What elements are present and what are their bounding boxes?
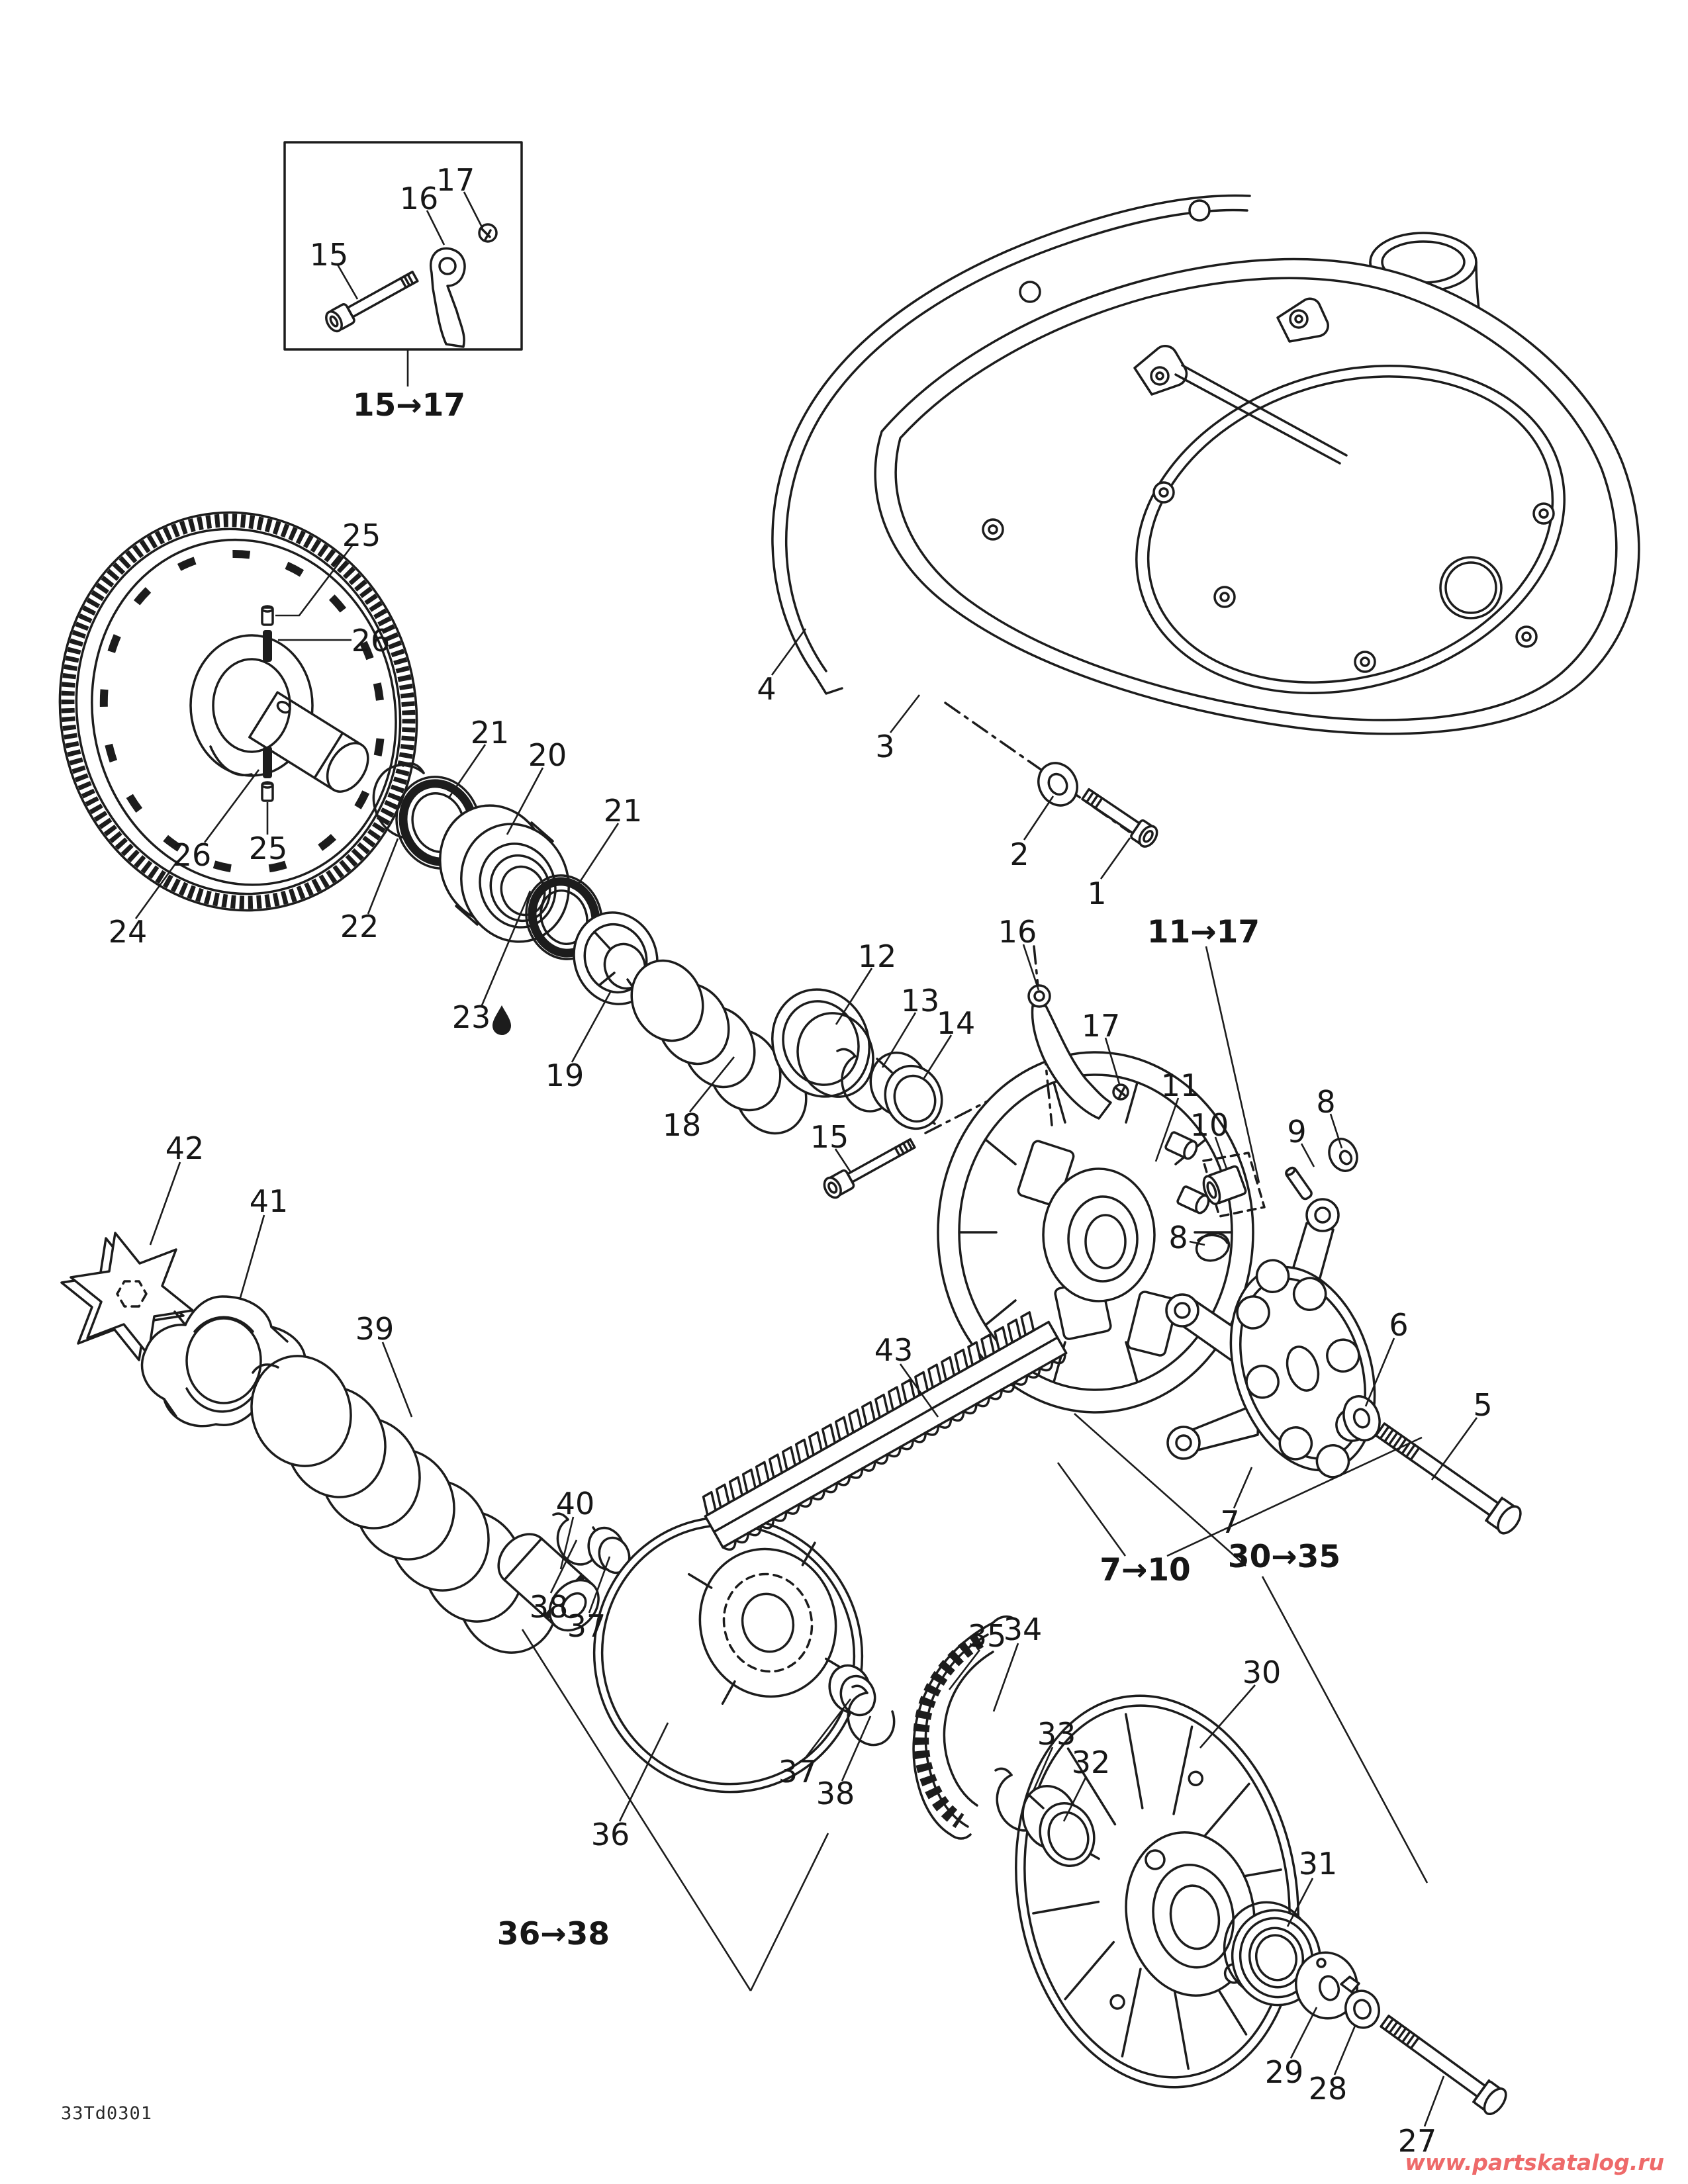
callout-label: 15 [309, 237, 349, 273]
drawing-number: 33Td0301 [61, 2103, 153, 2124]
cvt-cover-3 [875, 259, 1639, 744]
leader-line [924, 1035, 951, 1078]
washer-8a [1324, 1134, 1362, 1175]
callout-label: 27 [1397, 2123, 1437, 2159]
callout-label: 26 [351, 623, 391, 659]
callout-label: 8 [1316, 1084, 1336, 1120]
pin-9 [1285, 1166, 1313, 1201]
group-callout-label: 36→38 [496, 1916, 610, 1952]
callout-label: 34 [1003, 1612, 1043, 1647]
callout-label: 38 [816, 1776, 855, 1811]
leader-line [150, 1162, 180, 1245]
leader-line [240, 1215, 264, 1298]
callout-label: 13 [900, 983, 940, 1019]
leader-line [578, 823, 618, 885]
callout-label: 22 [340, 909, 379, 944]
callout-label: 4 [757, 671, 776, 707]
callout-label: 20 [528, 737, 567, 773]
callout-label: 10 [1190, 1107, 1229, 1143]
callout-label: 41 [249, 1183, 289, 1219]
washer-2 [1031, 756, 1084, 813]
callout-label: 37 [778, 1754, 818, 1790]
callout-label: 40 [555, 1486, 595, 1522]
callout-label: 2 [1009, 837, 1029, 872]
callout-label: 21 [470, 715, 510, 751]
group-callout-label: 30→35 [1227, 1539, 1341, 1575]
callout-label: 3 [875, 729, 895, 764]
leader-line [1234, 1467, 1252, 1508]
callout-label: 15 [810, 1119, 849, 1155]
callout-label: 5 [1473, 1387, 1493, 1423]
callout-label: 36 [590, 1817, 630, 1852]
bolt-27 [1376, 2009, 1510, 2118]
group-callout-label: 7→10 [1100, 1552, 1191, 1588]
callout-label: 23 [451, 999, 491, 1035]
callout-label: 19 [545, 1058, 585, 1093]
leader-line [751, 1833, 828, 1991]
bolt-5 [1372, 1417, 1525, 1537]
callout-label: 32 [1071, 1745, 1111, 1780]
callout-label: 7 [1220, 1504, 1240, 1540]
leader-line [890, 695, 919, 733]
group-callout-label: 15→17 [352, 387, 466, 424]
leader-line [1058, 1463, 1125, 1556]
leader-line [1335, 2026, 1355, 2075]
spring-seat-20 [424, 790, 585, 957]
callout-label: 37 [567, 1608, 606, 1644]
callout-label: 38 [529, 1589, 569, 1625]
callout-label: 9 [1287, 1114, 1307, 1150]
lock-washer-28 [1341, 1977, 1383, 2031]
spring-39 [238, 1343, 572, 1666]
callout-label: 28 [1308, 2071, 1348, 2107]
screw-1 [1079, 785, 1160, 850]
callout-label: 18 [662, 1107, 702, 1143]
watermark-link[interactable]: www.partskatalog.ru [1405, 2150, 1664, 2175]
leader-line [383, 1342, 412, 1417]
callout-label: 39 [355, 1311, 395, 1347]
callout-label: 16 [399, 181, 439, 216]
callout-label: 1 [1087, 876, 1107, 911]
callout-label: 33 [1037, 1716, 1076, 1752]
ratchet-shoes-34 [921, 1635, 993, 1827]
callout-label: 16 [998, 914, 1037, 950]
leader-line [1432, 1418, 1477, 1480]
callout-label: 25 [342, 518, 381, 553]
callout-label: 29 [1264, 2054, 1304, 2090]
leader-line [449, 745, 485, 797]
group-callout-label: 11→17 [1147, 914, 1260, 950]
callout-label: 25 [248, 831, 288, 866]
oil-droplet-icon [492, 1005, 511, 1035]
callout-label: 21 [603, 793, 643, 829]
leader-line [842, 1716, 870, 1781]
callout-label: 42 [165, 1130, 205, 1166]
leader-line [1101, 838, 1130, 879]
callout-label: 6 [1389, 1307, 1409, 1343]
leader-line [1291, 2007, 1317, 2058]
callout-label: 30 [1242, 1655, 1282, 1690]
leader-line [1024, 796, 1053, 840]
callout-label: 12 [857, 938, 897, 974]
leader-line [1023, 944, 1039, 990]
callout-label: 8 [1168, 1220, 1188, 1255]
callout-label: 14 [936, 1005, 976, 1041]
callout-label: 26 [172, 837, 212, 873]
callout-label: 11 [1160, 1068, 1200, 1103]
callout-label: 35 [967, 1618, 1007, 1654]
callout-label: 17 [436, 162, 475, 198]
callout-label: 31 [1298, 1846, 1338, 1882]
leader-line [1425, 2076, 1444, 2126]
callout-label: 17 [1081, 1008, 1121, 1044]
leader-line [572, 992, 610, 1062]
callout-label: 24 [108, 914, 148, 950]
nut-17 [1113, 1085, 1128, 1099]
callout-label: 43 [874, 1332, 914, 1368]
